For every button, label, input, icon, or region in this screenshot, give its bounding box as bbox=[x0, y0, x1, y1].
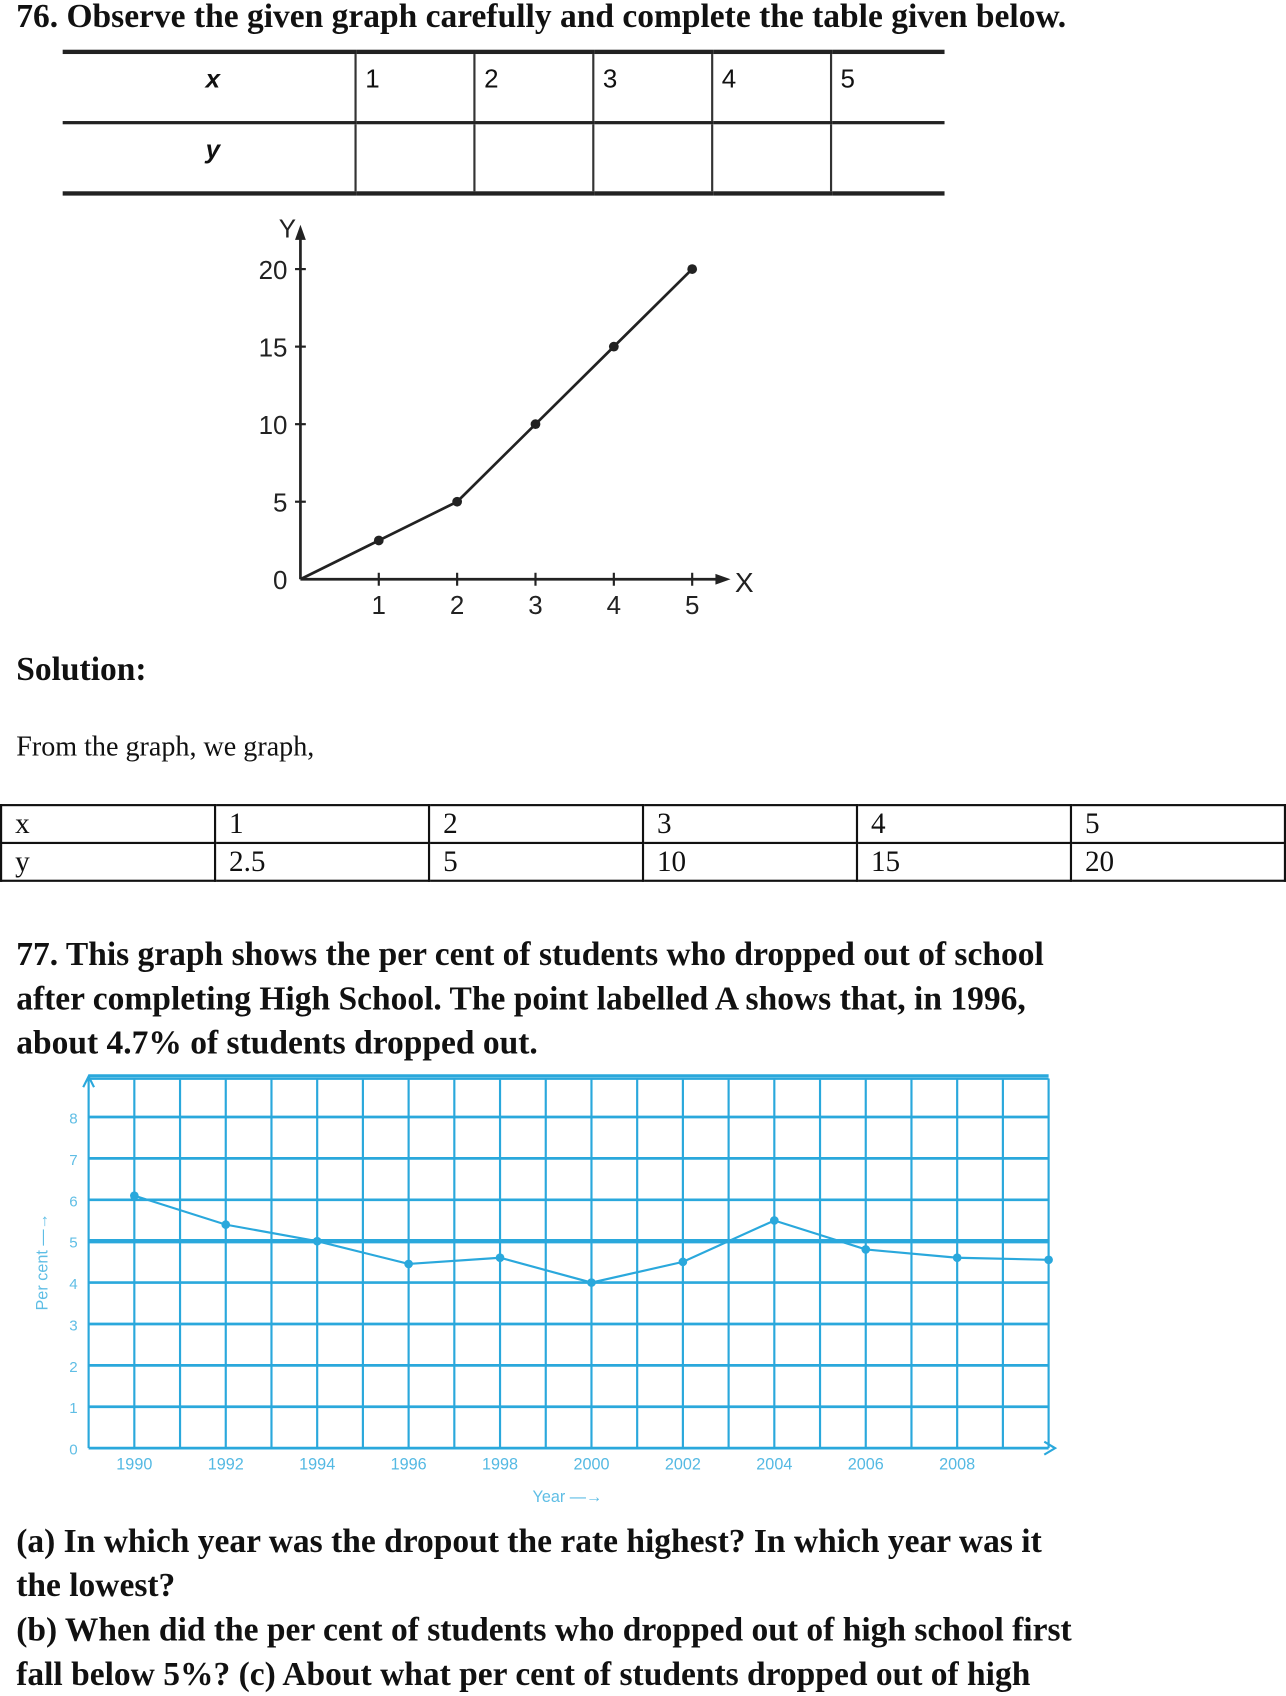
y-tick-label: 5 bbox=[273, 489, 288, 518]
data-point bbox=[404, 1260, 413, 1269]
y-tick-label: 0 bbox=[273, 566, 288, 595]
x-tick-label: 1990 bbox=[116, 1455, 153, 1474]
cell bbox=[356, 123, 475, 194]
data-point bbox=[609, 342, 619, 352]
cell: 20 bbox=[1071, 843, 1285, 881]
data-point bbox=[1044, 1255, 1053, 1264]
cell: 5 bbox=[831, 52, 945, 123]
x-tick-label: 2006 bbox=[847, 1455, 884, 1474]
data-point bbox=[770, 1216, 779, 1225]
cell: 1 bbox=[215, 805, 429, 843]
cell bbox=[474, 123, 593, 194]
cell: 2 bbox=[474, 52, 593, 123]
x-tick-label: 1992 bbox=[207, 1455, 244, 1474]
cell: 2 bbox=[429, 805, 643, 843]
y-tick-label: 7 bbox=[69, 1151, 78, 1169]
x-axis-arrow bbox=[715, 574, 730, 585]
table-row bbox=[1, 805, 1285, 843]
graph-76 bbox=[216, 205, 778, 637]
table-row bbox=[1, 843, 1285, 881]
data-point bbox=[587, 1278, 596, 1287]
question-table bbox=[63, 50, 945, 196]
cell bbox=[593, 123, 712, 194]
row-header: x bbox=[63, 52, 356, 123]
x-tick-label: 2004 bbox=[756, 1455, 793, 1474]
question-line: the lowest? bbox=[16, 1565, 176, 1604]
cell bbox=[831, 123, 945, 194]
x-tick-label: 1998 bbox=[482, 1455, 519, 1474]
x-tick-label: 1994 bbox=[299, 1455, 336, 1474]
y-tick-label: 2 bbox=[69, 1358, 78, 1376]
cell: 2.5 bbox=[215, 843, 429, 881]
data-point bbox=[313, 1237, 322, 1246]
data-point bbox=[687, 264, 697, 274]
data-point bbox=[531, 419, 541, 429]
heading-line: 77. This graph shows the per cent of students who dropped out of school bbox=[16, 934, 1044, 973]
x-tick-label: 3 bbox=[528, 591, 543, 620]
y-tick-label: 5 bbox=[69, 1234, 78, 1252]
x-tick-label: 2 bbox=[449, 591, 465, 620]
question-line: (a) In which year was the dropout the rate highest? In which year was it bbox=[16, 1521, 1042, 1560]
cell: 1 bbox=[356, 52, 475, 123]
cell: 15 bbox=[857, 843, 1071, 881]
x-tick-label: 4 bbox=[606, 591, 622, 620]
y-axis-label: Per cent —→ bbox=[33, 1213, 52, 1311]
heading-line: after completing High School. The point labelled A shows that, in 1996, bbox=[16, 979, 1026, 1017]
x-tick-label: 5 bbox=[684, 591, 700, 620]
question-line: (b) When did the per cent of students who dropped out of high school first bbox=[16, 1610, 1072, 1649]
cell: 3 bbox=[593, 52, 712, 123]
cell: 4 bbox=[712, 52, 831, 123]
y-tick-label: 3 bbox=[69, 1317, 78, 1335]
cell: 10 bbox=[643, 843, 857, 881]
x-tick-label: 2000 bbox=[573, 1455, 610, 1474]
data-point bbox=[452, 497, 462, 507]
cell: 3 bbox=[643, 805, 857, 843]
question-77-subquestions bbox=[16, 1518, 1071, 1695]
y-tick-label: 15 bbox=[258, 334, 288, 363]
graph-77 bbox=[0, 1070, 1081, 1513]
y-tick-label: 0 bbox=[69, 1441, 78, 1459]
x-tick-label: 1996 bbox=[390, 1455, 427, 1474]
question-76-heading: 76. Observe the given graph carefully and complete the table given below. bbox=[16, 0, 1067, 35]
data-line bbox=[300, 269, 692, 579]
y-tick-label: 1 bbox=[69, 1400, 78, 1418]
y-tick-label: 4 bbox=[69, 1276, 78, 1294]
x-axis-label: Year —→ bbox=[532, 1488, 603, 1507]
data-point bbox=[374, 536, 384, 546]
cell: 5 bbox=[1071, 805, 1285, 843]
solution-label: Solution: bbox=[16, 649, 147, 688]
y-tick-label: 20 bbox=[258, 256, 288, 285]
data-point bbox=[221, 1220, 230, 1229]
y-axis-arrow bbox=[295, 225, 306, 240]
table-row bbox=[63, 123, 945, 194]
cell: y bbox=[1, 843, 215, 881]
question-77-heading bbox=[16, 932, 1044, 1065]
question-line: fall below 5%? (c) About what per cent of students dropped out of high bbox=[16, 1654, 1031, 1693]
data-point bbox=[679, 1258, 688, 1267]
cell: 4 bbox=[857, 805, 1071, 843]
table-row bbox=[63, 52, 945, 123]
data-point bbox=[861, 1245, 870, 1254]
x-axis-label: X bbox=[734, 567, 754, 599]
data-point bbox=[130, 1191, 139, 1200]
cell: x bbox=[1, 805, 215, 843]
solution-intro: From the graph, we graph, bbox=[16, 730, 315, 762]
x-tick-label: 2002 bbox=[664, 1455, 701, 1474]
x-tick-label: 2008 bbox=[939, 1455, 976, 1474]
y-axis-label: Y bbox=[278, 215, 297, 244]
y-tick-label: 6 bbox=[69, 1193, 78, 1211]
cell: 5 bbox=[429, 843, 643, 881]
y-tick-label: 8 bbox=[69, 1110, 78, 1128]
cell bbox=[712, 123, 831, 194]
data-point bbox=[953, 1253, 962, 1262]
answer-table bbox=[0, 804, 1286, 882]
data-point bbox=[496, 1253, 505, 1262]
heading-line: about 4.7% of students dropped out. bbox=[16, 1023, 538, 1062]
x-tick-label: 1 bbox=[371, 591, 386, 620]
y-tick-label: 10 bbox=[258, 411, 288, 440]
row-header: y bbox=[63, 123, 356, 194]
